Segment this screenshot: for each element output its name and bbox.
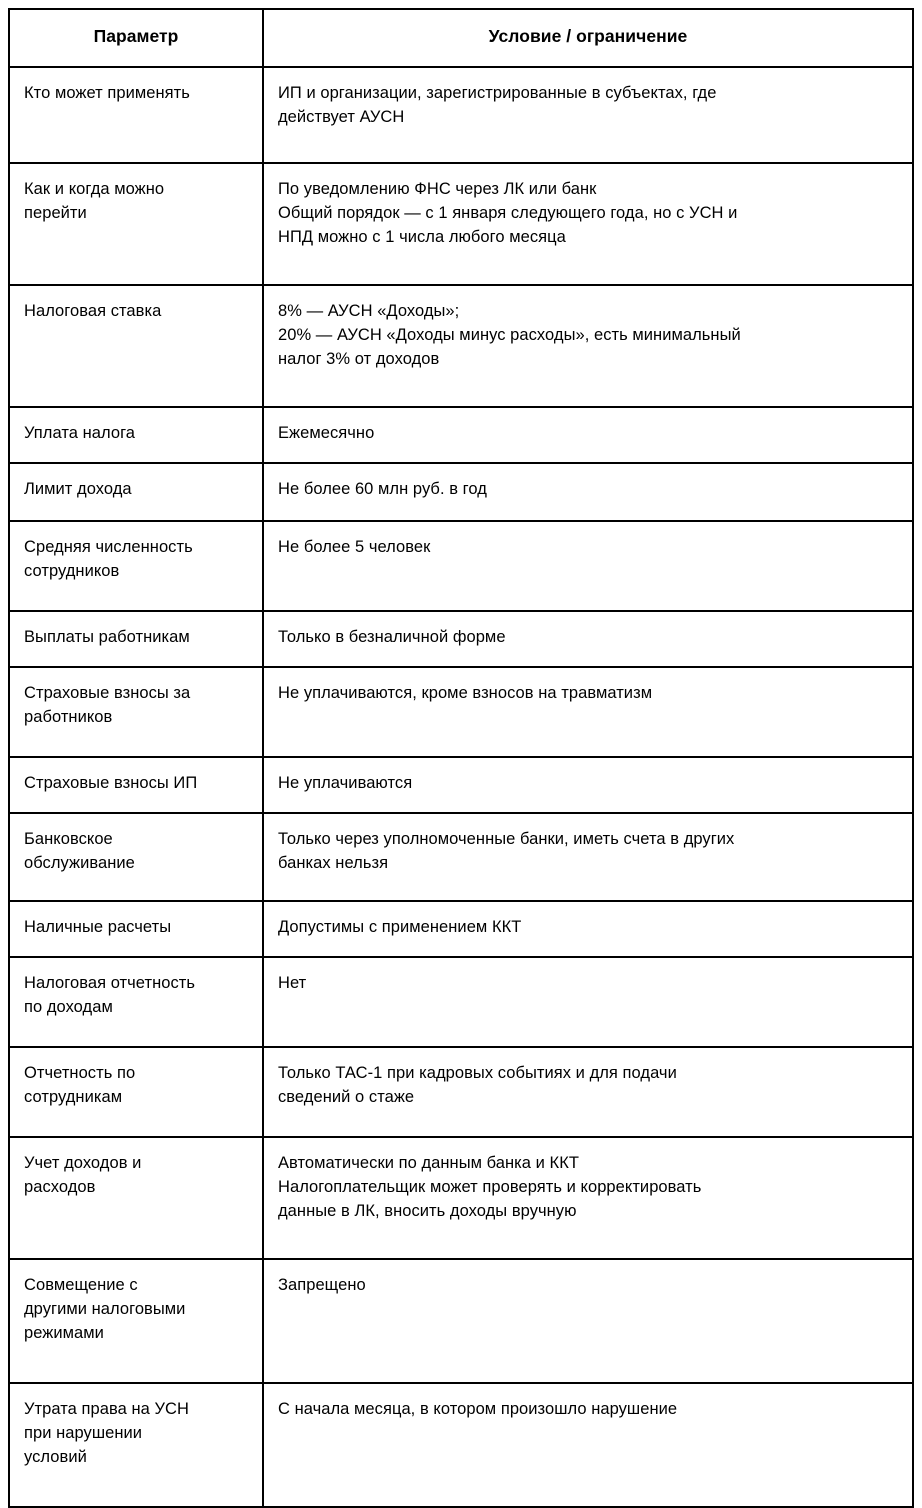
condition-cell xyxy=(263,1383,913,1507)
parameter-cell xyxy=(9,611,263,667)
parameter-line: Учет доходов и xyxy=(24,1153,142,1172)
condition-line: сведений о стаже xyxy=(278,1087,415,1106)
parameter-line: Лимит дохода xyxy=(24,479,132,498)
parameter-line: Кто может применять xyxy=(24,83,190,102)
parameter-line: другими налоговыми xyxy=(24,1299,186,1318)
table-header xyxy=(9,9,913,67)
parameter-line: Средняя численность xyxy=(24,537,193,556)
condition-line: Не уплачиваются, кроме взносов на травматизм xyxy=(278,683,653,702)
condition-line: 20% — АУСН «Доходы минус расходы», есть минимальный xyxy=(278,325,741,344)
parameter-line: перейти xyxy=(24,203,87,222)
parameter-line: Утрата права на УСН xyxy=(24,1399,189,1418)
table-row xyxy=(9,67,913,163)
parameter-line: работников xyxy=(24,707,113,726)
table-body xyxy=(9,67,913,1507)
condition-line: налог 3% от доходов xyxy=(278,350,440,369)
parameter-line: режимами xyxy=(24,1324,104,1343)
condition-cell xyxy=(263,1259,913,1383)
parameter-line: Налоговая ставка xyxy=(24,301,162,320)
parameter-line: Банковское xyxy=(24,829,113,848)
parameter-cell xyxy=(9,1047,263,1137)
condition-cell xyxy=(263,957,913,1047)
table-row xyxy=(9,407,913,463)
table-row xyxy=(9,957,913,1047)
condition-line: По уведомлению ФНС через ЛК или банк xyxy=(278,179,597,198)
condition-line: Нет xyxy=(278,973,307,992)
condition-cell xyxy=(263,1137,913,1259)
table-row xyxy=(9,1137,913,1259)
condition-line: действует АУСН xyxy=(278,107,405,126)
table-row xyxy=(9,757,913,813)
parameter-cell xyxy=(9,163,263,285)
condition-line: Допустимы с применением ККТ xyxy=(278,917,522,936)
column-header-condition: Условие / ограничение xyxy=(263,9,913,67)
parameter-line: Налоговая отчетность xyxy=(24,973,196,992)
parameter-cell xyxy=(9,813,263,901)
parameter-line: обслуживание xyxy=(24,853,135,872)
table-row xyxy=(9,1383,913,1507)
table-row xyxy=(9,901,913,957)
condition-line: Не уплачиваются xyxy=(278,773,413,792)
condition-cell xyxy=(263,667,913,757)
table-header-row xyxy=(9,9,913,67)
parameter-line: сотрудникам xyxy=(24,1087,123,1106)
condition-cell xyxy=(263,611,913,667)
parameter-cell xyxy=(9,407,263,463)
parameter-line: условий xyxy=(24,1448,87,1467)
parameter-cell xyxy=(9,521,263,611)
table-row xyxy=(9,611,913,667)
condition-line: С начала месяца, в котором произошло нарушение xyxy=(278,1399,678,1418)
condition-line: Общий порядок — с 1 января следующего года, но с УСН и xyxy=(278,203,738,222)
table-row xyxy=(9,1047,913,1137)
parameter-cell xyxy=(9,285,263,407)
table-row xyxy=(9,463,913,521)
parameter-line: Отчетность по xyxy=(24,1063,136,1082)
parameter-cell xyxy=(9,957,263,1047)
parameter-cell xyxy=(9,1383,263,1507)
parameter-line: сотрудников xyxy=(24,561,120,580)
condition-line: 8% — АУСН «Доходы»; xyxy=(278,301,460,320)
table-row xyxy=(9,813,913,901)
condition-line: Запрещено xyxy=(278,1275,366,1294)
parameter-cell xyxy=(9,667,263,757)
condition-cell xyxy=(263,901,913,957)
ausn-conditions-table xyxy=(8,8,914,1508)
parameter-line: Совмещение с xyxy=(24,1275,138,1294)
condition-line: Автоматически по данным банка и ККТ xyxy=(278,1153,579,1172)
parameter-line: по доходам xyxy=(24,997,113,1016)
condition-line: Ежемесячно xyxy=(278,423,375,442)
parameter-cell xyxy=(9,1259,263,1383)
parameter-line: расходов xyxy=(24,1177,96,1196)
parameter-line: Страховые взносы за xyxy=(24,683,191,702)
condition-line: Только в безналичной форме xyxy=(278,627,506,646)
condition-line: Налогоплательщик может проверять и корректировать xyxy=(278,1177,702,1196)
condition-line: Только ТАС-1 при кадровых событиях и для подачи xyxy=(278,1063,677,1082)
condition-line: Не более 5 человек xyxy=(278,537,431,556)
parameter-cell xyxy=(9,757,263,813)
table-row xyxy=(9,521,913,611)
condition-cell xyxy=(263,67,913,163)
condition-line: Только через уполномоченные банки, иметь счета в других xyxy=(278,829,735,848)
condition-cell xyxy=(263,521,913,611)
parameter-line: Уплата налога xyxy=(24,423,136,442)
parameter-cell xyxy=(9,1137,263,1259)
condition-cell xyxy=(263,407,913,463)
column-header-parameter: Параметр xyxy=(9,9,263,67)
parameter-cell xyxy=(9,463,263,521)
parameter-line: Наличные расчеты xyxy=(24,917,172,936)
table-row xyxy=(9,667,913,757)
parameter-cell xyxy=(9,901,263,957)
table-row xyxy=(9,1259,913,1383)
condition-cell xyxy=(263,163,913,285)
parameter-line: при нарушении xyxy=(24,1423,143,1442)
condition-line: Не более 60 млн руб. в год xyxy=(278,479,487,498)
parameter-line: Выплаты работникам xyxy=(24,627,190,646)
condition-line: банках нельзя xyxy=(278,853,389,872)
condition-line: ИП и организации, зарегистрированные в субъектах, где xyxy=(278,83,717,102)
table-row xyxy=(9,285,913,407)
condition-cell xyxy=(263,813,913,901)
condition-cell xyxy=(263,285,913,407)
parameter-line: Как и когда можно xyxy=(24,179,165,198)
condition-cell xyxy=(263,463,913,521)
parameter-line: Страховые взносы ИП xyxy=(24,773,198,792)
parameter-cell xyxy=(9,67,263,163)
condition-line: НПД можно с 1 числа любого месяца xyxy=(278,228,566,247)
table-row xyxy=(9,163,913,285)
condition-line: данные в ЛК, вносить доходы вручную xyxy=(278,1202,577,1221)
condition-cell xyxy=(263,757,913,813)
condition-cell xyxy=(263,1047,913,1137)
